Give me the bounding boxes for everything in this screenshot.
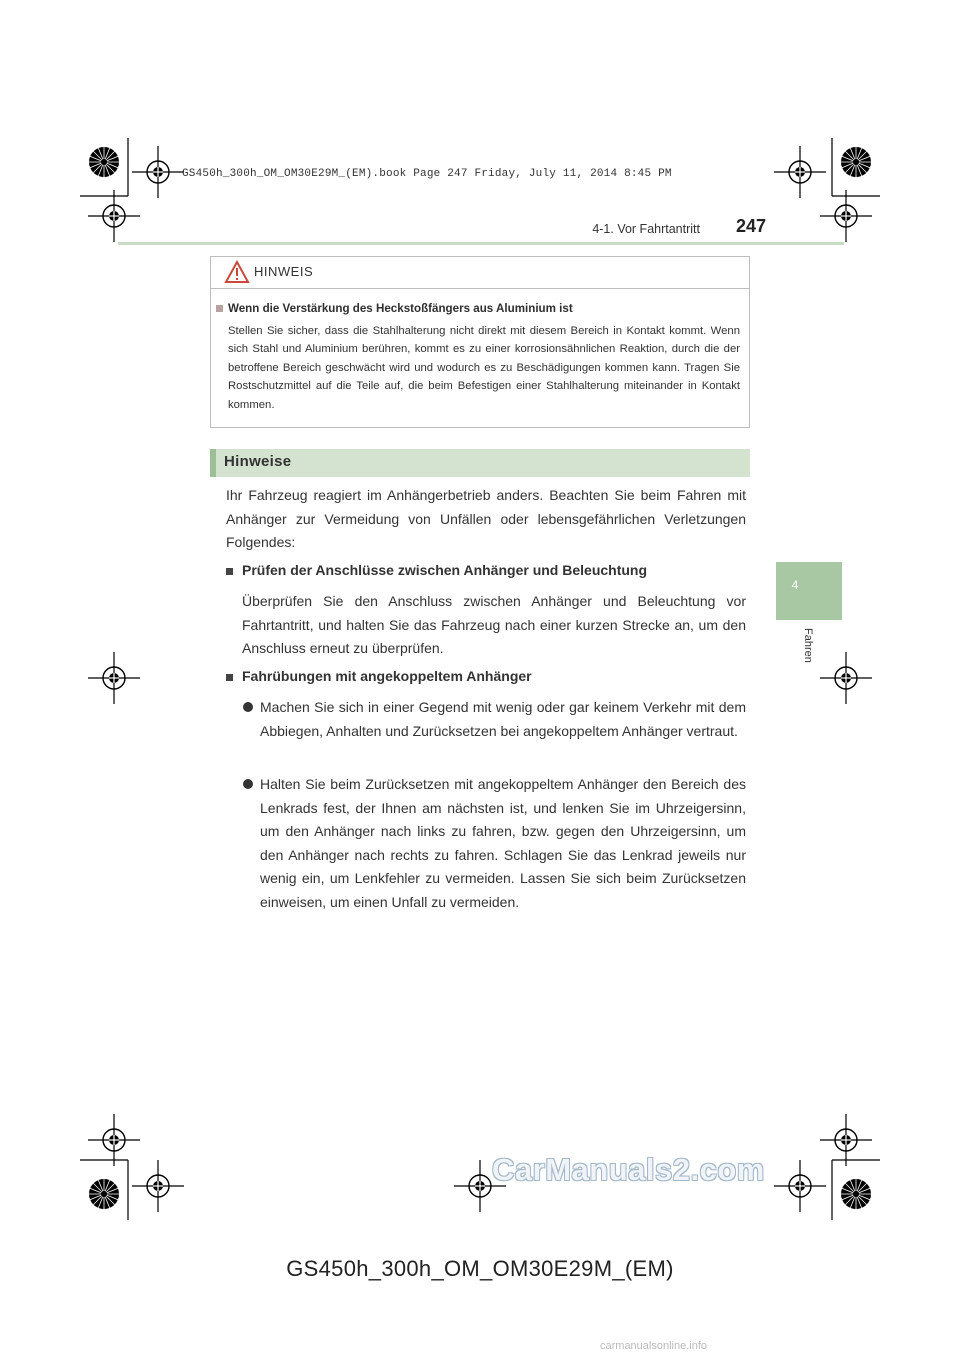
print-slug: GS450h_300h_OM_OM30E29M_(EM).book Page 247 Friday, July 11, 2014 8:45 PM [182, 168, 672, 180]
warning-triangle-icon [224, 260, 250, 284]
round-bullet-icon [243, 779, 253, 789]
square-bullet-icon [226, 674, 233, 681]
notice-subtitle: Wenn die Verstärkung des Heckstoßfängers aus Aluminium ist [228, 302, 573, 315]
paragraph-connection-check: Überprüfen Sie den Anschluss zwischen Anhänger und Beleuchtung vor Fahrtantritt, und halten Sie das Fahrzeug nach einer kurzen Strecke an, um den Anschluss erneut zu überprüfen. [242, 593, 746, 656]
bullet-practice-area: Machen Sie sich in einer Gegend mit wenig oder gar keinem Verkehr mit dem Abbiegen, Anhalten und Zurücksetzen bei angekoppeltem Anhänger vertraut. [260, 699, 746, 739]
notice-body: Stellen Sie sicher, dass die Stahlhalterung nicht direkt mit diesem Bereich in Kontakt kommt. Wenn sich Stahl und Aluminium berühren, kommt es zu einer korrosionsähnlichen Reaktion, durch die der betroffene Bereich geschwächt wird und wodurch es zu Beschädigungen kommen kann. Tragen Sie Rostschutzmittel auf die Teile auf, die beim Befestigen einer Stahlhalterung miteinander in Kontakt kommen. [228, 325, 740, 411]
section-title: Hinweise [224, 453, 292, 470]
chapter-tab-label: Fahren [802, 628, 814, 663]
notice-divider [211, 288, 749, 289]
watermark-carmanuals2: CarManuals2.com [492, 1152, 765, 1187]
footer-document-code: GS450h_300h_OM_OM30E29M_(EM) [286, 1256, 674, 1281]
notice-heading: HINWEIS [254, 264, 314, 279]
round-bullet-icon [243, 702, 253, 712]
section-band-stripe [210, 449, 216, 477]
notice-square-icon [216, 305, 223, 312]
page-number: 247 [736, 216, 767, 236]
subheading-practice: Fahrübungen mit angekoppeltem Anhänger [242, 668, 532, 684]
intro-paragraph: Ihr Fahrzeug reagiert im Anhängerbetrieb anders. Beachten Sie beim Fahren mit Anhänger zur Vermeidung von Unfällen oder lebensgefährlichen Verletzungen Folgendes: [226, 487, 746, 550]
chapter-tab-number: 4 [791, 578, 799, 592]
bullet-reversing: Halten Sie beim Zurücksetzen mit angekoppeltem Anhänger den Bereich des Lenkrads fest, der Ihnen am nächsten ist, und lenken Sie im Uhrzeigersinn, um den Anhänger nach links zu fahren, bzw. gegen den Uhrzeigersinn, um den Anhänger nach rechts zu fahren. Schlagen Sie das Lenkrad jeweils nur wenig ein, um Lenkfehler zu vermeiden. Lassen Sie sich beim Zurücksetzen einweisen, um einen Unfall zu vermeiden. [260, 776, 746, 910]
square-bullet-icon [226, 568, 233, 575]
watermark-carmanualsonline: carmanualsonline.info [600, 1340, 708, 1352]
header-rule [118, 242, 844, 245]
subheading-connection-check: Prüfen der Anschlüsse zwischen Anhänger und Beleuchtung [242, 562, 648, 578]
running-header: 4-1. Vor Fahrtantritt [592, 222, 700, 236]
